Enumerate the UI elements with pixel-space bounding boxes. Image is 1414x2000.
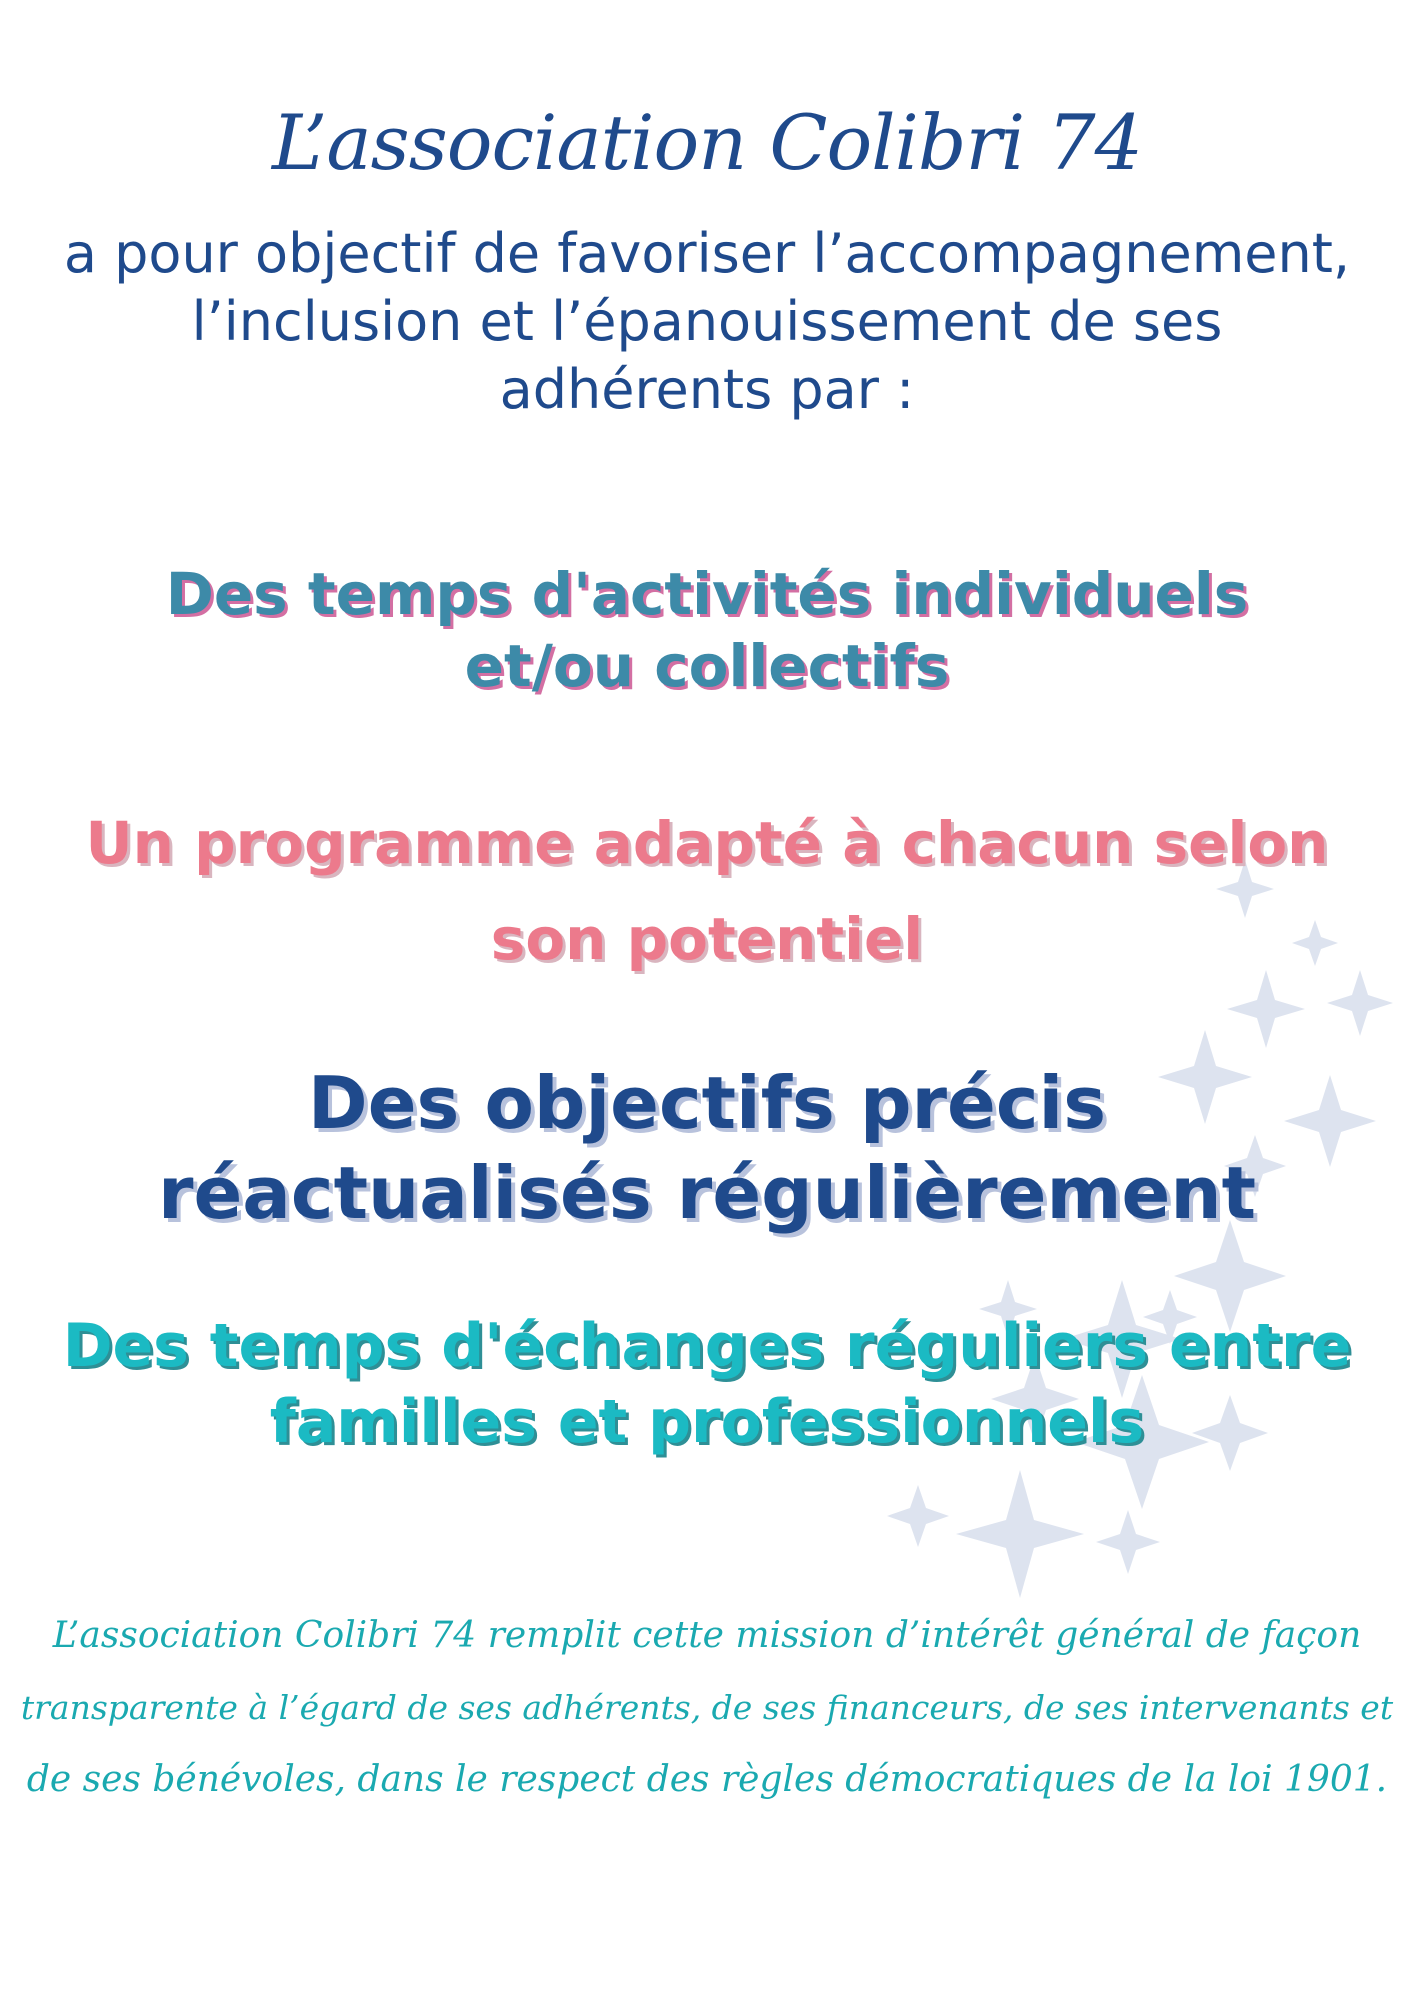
footer-line: de ses bénévoles, dans le respect des règles démocratiques de la loi 1901. <box>26 1759 1388 1800</box>
sparkle-icon <box>1096 1510 1160 1574</box>
intro-text <box>0 220 1414 424</box>
sparkle-icon <box>956 1470 1084 1598</box>
mission-statement <box>0 1600 1414 1816</box>
point-line: Des temps d'activités individuels <box>165 560 1249 628</box>
point-activities <box>0 558 1414 702</box>
page-title: L’association Colibri 74 <box>271 98 1143 187</box>
intro-line: a pour objectif de favoriser l’accompagnement, <box>63 222 1351 285</box>
footer-line: L’association Colibri 74 remplit cette mission d’intérêt général de façon <box>52 1615 1362 1656</box>
point-line: Un programme adapté à chacun selon <box>85 809 1329 877</box>
footer-line: transparente à l’égard de ses adhérents, de ses financeurs, de ses intervenants et <box>20 1688 1394 1727</box>
intro-line: l’inclusion et l’épanouissement de ses <box>191 290 1223 353</box>
point-line: réactualisés régulièrement <box>157 1151 1257 1235</box>
point-line: Des objectifs précis <box>307 1061 1107 1145</box>
point-line: Des temps d'échanges réguliers entre <box>62 1311 1352 1381</box>
intro-line: adhérents par : <box>499 358 915 421</box>
point-line: familles et professionnels <box>269 1387 1145 1457</box>
sparkle-icon <box>887 1485 949 1547</box>
point-objectives <box>0 1058 1414 1238</box>
point-exchanges <box>0 1308 1414 1460</box>
point-line: son potentiel <box>490 905 924 973</box>
point-program <box>0 795 1414 987</box>
point-line: et/ou collectifs <box>464 632 950 700</box>
